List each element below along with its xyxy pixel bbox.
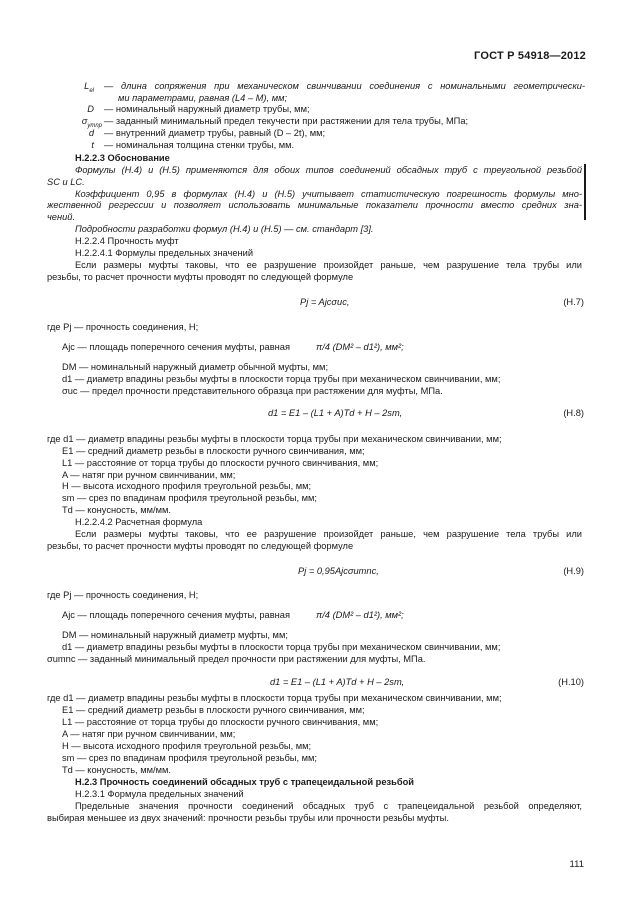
def-ajc-2-formula: π/4 (DM² – d1²), мм²;	[316, 610, 404, 620]
symbol-d-inner: d	[88, 128, 94, 138]
equation-h7-number: (Н.7)	[563, 297, 584, 307]
def-h10-td: Td — конусность, мм/мм.	[62, 765, 171, 775]
def-sigma-uc: σuc — предел прочности представительного образца при растяжении для муфты, МПа.	[62, 386, 443, 396]
equation-h9: Pj = 0,95Ajcσumnc,	[298, 566, 379, 576]
where-pj-1: где Pj — прочность соединения, Н;	[47, 322, 199, 332]
page-number: 111	[569, 859, 584, 870]
def-h10-h: H — высота исходного профиля треугольной резьбы, мм;	[62, 741, 312, 751]
equation-h10-number: (Н.10)	[558, 677, 584, 687]
para-last-1: Предельные значения прочности соединений обсадных труб с трапецеидальной резьбой определяют,	[75, 801, 582, 811]
def-h10-l1: L1 — расстояние от торца трубы до плоскости ручного свинчивания, мм;	[62, 717, 379, 727]
para-if2-b: резьбы, то расчет прочности муфты проводят по следующей формуле	[47, 541, 354, 551]
def-ajc-2: Ajc — площадь поперечного сечения муфты, равная	[62, 610, 290, 620]
equation-h8: d1 = E1 – (L1 + A)Td + H – 2sm,	[268, 408, 403, 418]
def-dm-2: DM — номинальный наружный диаметр муфты, мм;	[62, 630, 288, 640]
document-header: ГОСТ Р 54918—2012	[474, 50, 586, 62]
def-lel: — длина сопряжения при механическом свинчивании соединения с номинальными геометрически-	[104, 81, 585, 91]
symbol-d-outer: D	[87, 104, 94, 114]
para-details: Подробности разработки формул (Н.4) и (Н.5) — см. стандарт [3].	[75, 224, 374, 234]
def-h8-e1: E1 — средний диаметр резьбы в плоскости ручного свинчивания, мм;	[62, 446, 365, 456]
section-h2241: Н.2.2.4.1 Формулы предельных значений	[75, 248, 254, 258]
def-h10-e1: E1 — средний диаметр резьбы в плоскости ручного свинчивания, мм;	[62, 705, 365, 715]
equation-h7: Pj = Ajcσuc,	[300, 297, 350, 307]
change-bar	[584, 164, 586, 220]
symbol-t: t	[91, 140, 94, 150]
def-h8-l1: L1 — расстояние от торца трубы до плоскости ручного свинчивания, мм;	[62, 458, 379, 468]
para-last-2: выбирая меньшее из двух значений: прочности резьбы трубы или прочности резьбы муфты.	[47, 813, 449, 823]
def-h8-sm: sm — срез по впадинам профиля треугольной резьбы, мм;	[62, 493, 318, 503]
def-d1-1: d1 — диаметр впадины резьбы муфты в плоскости торца трубы при механическом свинчивании, мм;	[62, 374, 501, 384]
para-coef-3: чений.	[47, 212, 76, 222]
para-formulas-cont: SC и LC.	[47, 177, 85, 187]
def-ajc-1: Ajc — площадь поперечного сечения муфты, равная	[62, 342, 290, 352]
equation-h8-number: (Н.8)	[563, 408, 584, 418]
def-sigma-umnc: σumnc — заданный минимальный предел прочности при растяжении для муфты, МПа.	[47, 654, 426, 664]
symbol-lel: $L_{el}$	[84, 81, 94, 94]
def-h10-a: A — натяг при ручном свинчивании, мм;	[62, 729, 236, 739]
def-d-outer: — номинальный наружный диаметр трубы, мм;	[104, 104, 310, 114]
def-ajc-1-formula: π/4 (DM² – d1²), мм²;	[316, 342, 404, 352]
section-h223: Н.2.2.3 Обоснование	[75, 153, 170, 163]
def-t: — номинальная толщина стенки трубы, мм.	[104, 140, 295, 150]
def-sigma-ymnp: — заданный минимальный предел текучести при растяжении для тела трубы, МПа;	[104, 116, 469, 126]
section-h224: Н.2.2.4 Прочность муфт	[75, 236, 179, 246]
para-if1-a: Если размеры муфты таковы, что ее разрушение произойдет раньше, чем разрушение тела трубы или	[75, 260, 582, 270]
section-h231: Н.2.3.1 Формула предельных значений	[75, 789, 244, 799]
def-lel-cont: ми параметрами, равная (L4 – M), мм;	[118, 93, 288, 103]
def-dm-1: DM — номинальный наружный диаметр обычной муфты, мм;	[62, 362, 329, 372]
def-h8-a: A — натяг при ручном свинчивании, мм;	[62, 470, 236, 480]
equation-h9-number: (Н.9)	[563, 566, 584, 576]
equation-h10: d1 = E1 – (L1 + A)Td + H – 2sm,	[270, 677, 405, 687]
para-formulas: Формулы (Н.4) и (Н.5) применяются для обоих типов соединений обсадных труб с треугольной резьбой	[75, 165, 582, 175]
def-d1-2: d1 — диаметр впадины резьбы муфты в плоскости торца трубы при механическом свинчивании, мм;	[62, 642, 501, 652]
def-h8-td: Td — конусность, мм/мм.	[62, 505, 171, 515]
def-h10-d1: где d1 — диаметр впадины резьбы муфты в плоскости торца трубы при механическом свинчивании, мм;	[47, 693, 502, 703]
section-h23: Н.2.3 Прочность соединений обсадных труб с трапецеидальной резьбой	[75, 777, 414, 787]
para-coef-2: жественной регрессии и позволяет использовать минимальные показатели прочности вместо средних зна-	[47, 200, 582, 210]
def-h8-d1: где d1 — диаметр впадины резьбы муфты в плоскости торца трубы при механическом свинчивании, мм;	[47, 434, 502, 444]
para-coef-1: Коэффициент 0,95 в формулах (Н.4) и (Н.5) учитывает статистическую погрешность формулы мно-	[75, 189, 582, 199]
section-h2242: Н.2.2.4.2 Расчетная формула	[75, 517, 203, 527]
def-h10-sm: sm — срез по впадинам профиля треугольной резьбы, мм;	[62, 753, 318, 763]
para-if2-a: Если размеры муфты таковы, что ее разрушение произойдет раньше, чем разрушение тела трубы или	[75, 529, 582, 539]
def-d-inner: — внутренний диаметр трубы, равный (D – 2t), мм;	[104, 128, 326, 138]
symbol-sigma-ymnp: $\sigma_{ymnp}$	[81, 116, 102, 129]
para-if1-b: резьбы, то расчет прочности муфты проводят по следующей формуле	[47, 272, 354, 282]
where-pj-2: где Pj — прочность соединения, Н;	[47, 590, 199, 600]
def-h8-h: H — высота исходного профиля треугольной резьбы, мм;	[62, 481, 312, 491]
